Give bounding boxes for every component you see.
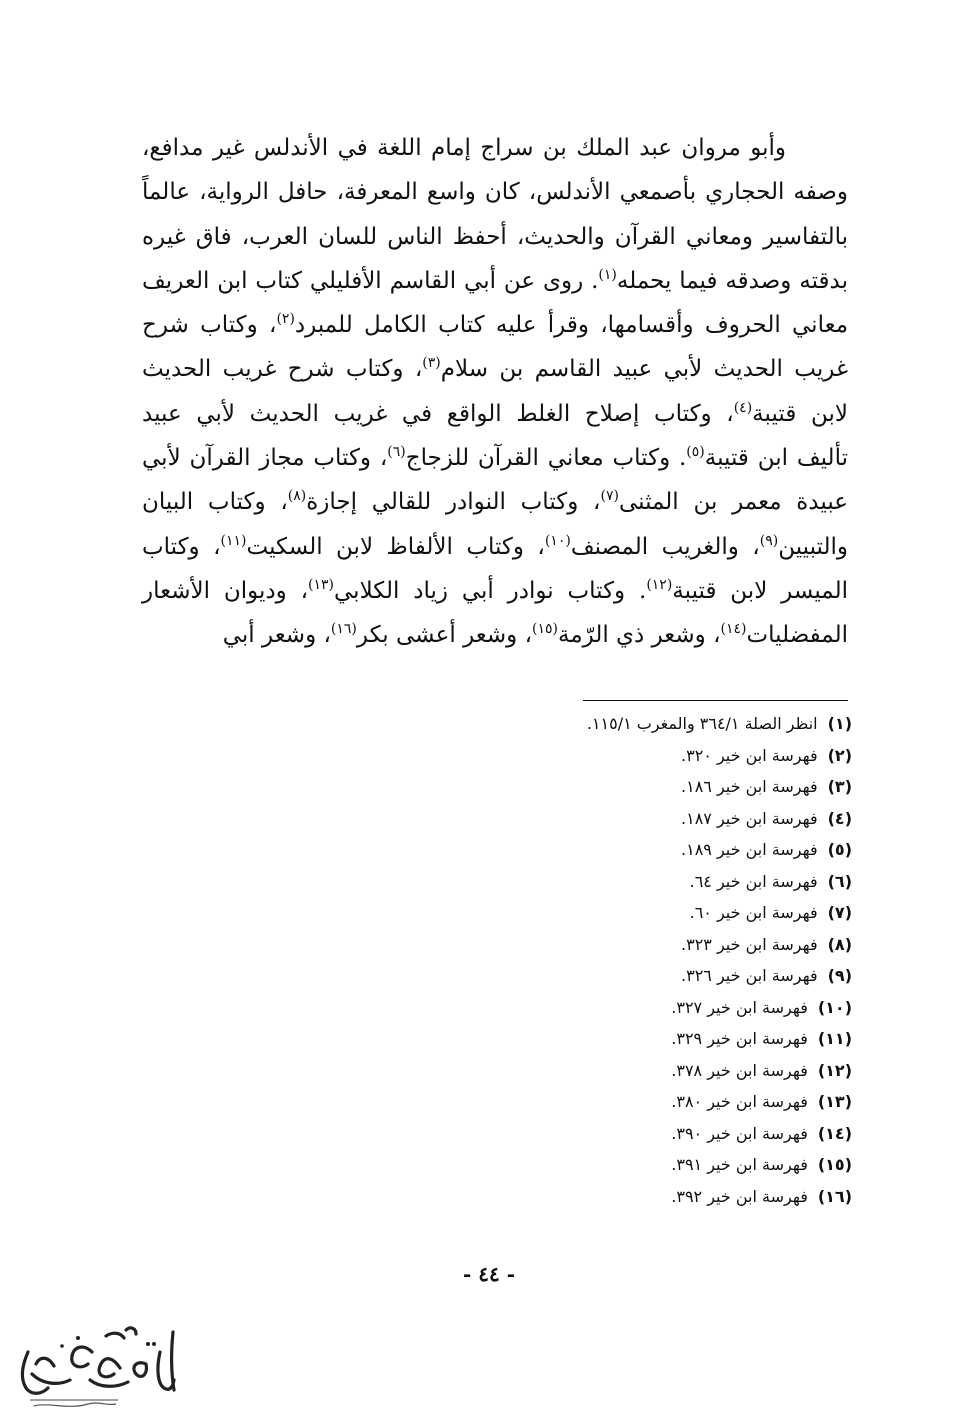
footnote-number: (١) — [827, 714, 852, 733]
text-segment: ، والغريب المصنف — [570, 533, 760, 560]
footnote-number: (١١) — [817, 1029, 852, 1048]
text-segment: غريب الحديث لأبي عبيد القاسم بن سلام — [440, 356, 848, 383]
text-line — [142, 613, 848, 657]
footnote-item — [540, 803, 852, 835]
text-segment: عبيدة معمر بن المثنى — [618, 489, 848, 516]
text-segment: . روى عن أبي القاسم الأفليلي كتاب ابن العريف — [142, 267, 599, 294]
footnote-text: فهرسة ابن خير ٣٢٠. — [681, 745, 818, 765]
footnote-marker: (٢) — [276, 311, 295, 328]
footnote-text: فهرسة ابن خير ٣٨٠. — [671, 1092, 808, 1111]
footnote-marker: (١٦) — [330, 621, 357, 638]
footnote-item — [540, 1086, 852, 1118]
footnote-marker: (٥) — [686, 444, 705, 461]
text-segment: . وكتاب نوادر أبي زياد الكلابي — [334, 577, 647, 604]
footnote-text: فهرسة ابن خير ١٨٩. — [681, 840, 818, 859]
text-segment: تأليف ابن قتيبة — [704, 445, 848, 472]
text-segment: معاني الحروف وأقسامها، وقرأ عليه كتاب الكامل للمبرد — [294, 312, 849, 339]
text-segment: وصفه الحجاري بأصمعي الأندلس، كان واسع المعرفة، حافل الرواية، عالماً — [142, 179, 849, 206]
text-segment: ، وكتاب — [142, 533, 221, 560]
footnote-item — [540, 708, 852, 740]
text-segment: بالتفاسير ومعاني القرآن والحديث، أحفظ الناس للسان العرب، فاق غيره — [142, 223, 848, 250]
footnote-number: (٣) — [827, 777, 852, 796]
footnote-item — [540, 1055, 852, 1087]
footnote-item — [540, 1118, 852, 1150]
text-segment: ، وكتاب شرح — [142, 312, 277, 339]
footnote-number: (٨) — [827, 934, 852, 954]
footnote-marker: (٨) — [287, 488, 307, 505]
footnote-item — [540, 866, 852, 898]
footnote-marker: (٧) — [600, 488, 619, 505]
footnote-number: (٩) — [827, 966, 852, 985]
footnote-item — [540, 740, 852, 772]
footnote-item — [540, 960, 852, 992]
footnote-marker: (٦) — [387, 444, 406, 461]
text-line — [142, 436, 848, 480]
text-line — [142, 525, 848, 569]
text-segment: ، وكتاب الألفاظ لابن السكيت — [246, 533, 545, 560]
footnote-number: (١٦) — [817, 1186, 852, 1206]
footnote-item — [540, 1149, 852, 1181]
text-segment: ، وديوان الأشعار — [142, 577, 309, 604]
footnote-marker: (١٥) — [532, 621, 558, 638]
text-segment: ، وشعر أبي — [222, 622, 331, 649]
footnote-marker: (١٠) — [544, 532, 571, 549]
text-segment: ، وشعر أعشى بكر — [356, 622, 533, 649]
text-line — [142, 347, 848, 391]
footnote-marker: (١٢) — [646, 576, 673, 593]
footnote-item — [540, 992, 852, 1024]
footnote-number: (١٥) — [817, 1155, 852, 1174]
footnote-number: (١٢) — [817, 1060, 852, 1080]
footnotes-list — [540, 708, 852, 1212]
publisher-logo — [8, 1322, 183, 1414]
text-line — [142, 480, 848, 524]
footnote-number: (٦) — [827, 871, 852, 891]
text-line — [142, 569, 848, 613]
text-line — [142, 259, 848, 303]
footnote-item — [540, 1181, 852, 1213]
footnote-number: (٢) — [827, 745, 852, 765]
footnote-marker: (١٣) — [308, 576, 334, 593]
text-segment: ، وكتاب البيان — [142, 489, 288, 516]
footnote-marker: (١) — [598, 266, 617, 283]
footnote-text: فهرسة ابن خير ٣٢٦. — [681, 966, 818, 985]
footnote-text: فهرسة ابن خير ٣٩١. — [671, 1155, 808, 1174]
footnote-number: (١٣) — [817, 1092, 852, 1111]
footnote-number: (٤) — [827, 808, 852, 828]
footnote-text: انظر الصلة ٣٦٤/١ والمغرب ١١٥/١. — [586, 714, 818, 733]
footnote-text: فهرسة ابن خير ٣٩٠. — [671, 1123, 808, 1143]
text-segment: المفضليات — [746, 622, 848, 649]
text-line — [142, 215, 848, 259]
text-segment: ، وكتاب إصلاح الغلط الواقع في غريب الحديث لأبي عبيد — [142, 400, 734, 427]
footnote-item — [540, 771, 852, 803]
text-line — [142, 392, 848, 436]
text-line — [142, 170, 848, 214]
footnote-item — [540, 1023, 852, 1055]
footnote-marker: (١١) — [220, 532, 247, 549]
text-segment: بدقته وصدقه فيما يحمله — [616, 267, 848, 294]
text-segment: ، وكتاب مجاز القرآن لأبي — [142, 445, 388, 472]
footnote-number: (١٤) — [817, 1123, 852, 1143]
text-segment: ، وشعر ذي الرّمة — [558, 622, 721, 649]
text-segment: ، وكتاب النوادر للقالي إجازة — [306, 489, 601, 516]
text-segment: والتبيين — [778, 533, 848, 560]
text-segment: لابن قتيبة — [752, 400, 848, 427]
footnote-marker: (١٤) — [720, 621, 747, 638]
text-segment: . وكتاب معاني القرآن للزجاج — [405, 445, 687, 472]
footnote-separator — [583, 700, 848, 701]
page-number: - ٤٤ - — [462, 1262, 515, 1286]
footnote-number: (٧) — [827, 903, 852, 922]
footnote-item — [540, 834, 852, 866]
main-paragraph — [142, 126, 848, 658]
footnote-number: (٥) — [827, 840, 852, 859]
footnote-text: فهرسة ابن خير ١٨٧. — [681, 808, 818, 828]
footnote-marker: (٩) — [759, 532, 779, 549]
text-line — [142, 126, 848, 170]
text-segment: ، وكتاب شرح غريب الحديث — [142, 356, 423, 383]
footnote-item — [540, 897, 852, 929]
footnote-marker: (٤) — [733, 399, 753, 416]
footnote-text: فهرسة ابن خير ٣٧٨. — [671, 1060, 808, 1080]
footnote-item — [540, 929, 852, 961]
footnote-text: فهرسة ابن خير ٣٢٩. — [671, 1029, 808, 1048]
footnote-text: فهرسة ابن خير ٣٢٣. — [681, 934, 818, 954]
footnote-text: فهرسة ابن خير ٣٩٢. — [671, 1186, 808, 1206]
calligraphy-logo-icon — [8, 1322, 183, 1414]
text-segment: وأبو مروان عبد الملك بن سراج إمام اللغة في الأندلس غير مدافع، — [142, 135, 786, 161]
footnote-text: فهرسة ابن خير ٦٤. — [689, 871, 818, 891]
footnote-marker: (٣) — [422, 355, 441, 372]
footnote-text: فهرسة ابن خير ٣٢٧. — [671, 997, 808, 1017]
text-segment: الميسر لابن قتيبة — [672, 577, 848, 604]
footnote-number: (١٠) — [817, 997, 852, 1017]
footnote-text: فهرسة ابن خير ٦٠. — [689, 903, 818, 922]
text-line — [142, 303, 848, 347]
footnote-text: فهرسة ابن خير ١٨٦. — [681, 777, 818, 796]
